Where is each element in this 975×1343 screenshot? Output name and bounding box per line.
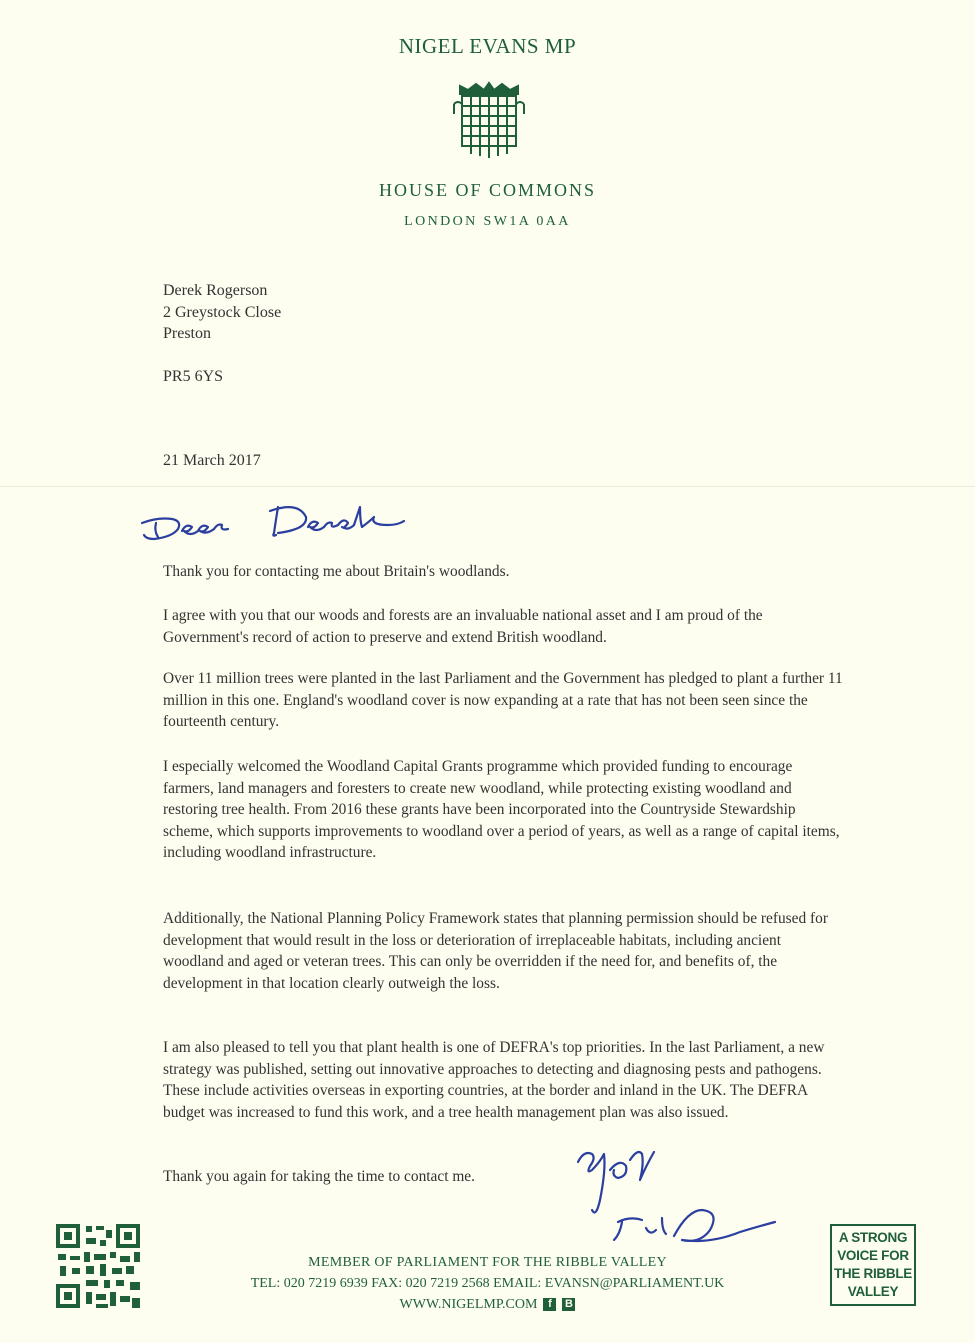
ribble-valley-badge [830, 1224, 916, 1306]
footer-website: WWW.NIGELMP.COM [399, 1297, 538, 1312]
portcullis-icon [452, 80, 526, 162]
handwritten-signature [570, 1140, 790, 1260]
paragraph-4: I especially welcomed the Woodland Capital Grants programme which provided funding to encourage farmers, land managers and foresters to create new woodland, while protecting existing woodland and restoring tree health. From 2016 these grants have been incorporated into the Countryside Stewardship scheme, which supports improvements to woodland over a period of years, as well as a range of capital items, including woodland infrastructure. [163, 758, 840, 861]
letter-date: 21 March 2017 [163, 452, 261, 469]
recipient-postcode: PR5 6YS [163, 368, 224, 385]
paragraph-6: I am also pleased to tell you that plant health is one of DEFRA's top priorities. In the last Parliament, a new strategy was published, setting out innovative approaches to detecting and diagnosing pests and pathogens. These include activities overseas in exporting countries, at the border and inland in the UK. The DEFRA budget was increased to fund this work, and a tree health management plan was also issued. [163, 1039, 825, 1121]
badge-line-2: VOICE FOR [837, 1248, 909, 1263]
badge-line-4: VALLEY [847, 1284, 899, 1299]
paragraph-7: Thank you again for taking the time to contact me. [163, 1168, 475, 1185]
paragraph-1: Thank you for contacting me about Britain's woodlands. [163, 563, 510, 580]
paragraph-2: I agree with you that our woods and forests are an invaluable national asset and I am proud of the Government's record of action to preserve and extend British woodland. [163, 607, 763, 646]
badge-line-1: A STRONG [838, 1230, 908, 1245]
letter-footer [0, 1252, 975, 1315]
paragraph-5: Additionally, the National Planning Policy Framework states that planning permission should be refused for development that would result in the loss or deterioration of irreplaceable habitats, including ancient woodland and aged or veteran trees. This can only be overridden if the need for, and benefits of, the development in that location clearly outweigh the loss. [163, 910, 828, 992]
footer-website-row [400, 1294, 576, 1315]
badge-line-3: THE RIBBLE [833, 1266, 912, 1281]
footer-contact: TEL: 020 7219 6939 FAX: 020 7219 2568 EMAIL: EVANSN@PARLIAMENT.UK [250, 1276, 725, 1291]
fold-line [0, 486, 975, 487]
recipient-street: 2 Greystock Close [163, 303, 282, 321]
social-media-icon: B [562, 1298, 575, 1311]
footer-constituency: MEMBER OF PARLIAMENT FOR THE RIBBLE VALLEY [308, 1255, 667, 1270]
handwritten-salutation [138, 495, 408, 555]
house-of-commons-title: HOUSE OF COMMONS [378, 180, 597, 200]
recipient-name: Derek Rogerson [163, 282, 268, 299]
mp-name: NIGEL EVANS MP [398, 34, 577, 58]
recipient-town: Preston [163, 325, 211, 342]
recipient-address [163, 280, 281, 345]
paragraph-3: Over 11 million trees were planted in the last Parliament and the Government has pledged to plant a further 11 million in this one. England's woodland cover is now expanding at a rate that has not been seen since the fourteenth century. [163, 670, 843, 730]
facebook-icon: f [543, 1298, 556, 1311]
office-address: LONDON SW1A 0AA [404, 214, 571, 229]
